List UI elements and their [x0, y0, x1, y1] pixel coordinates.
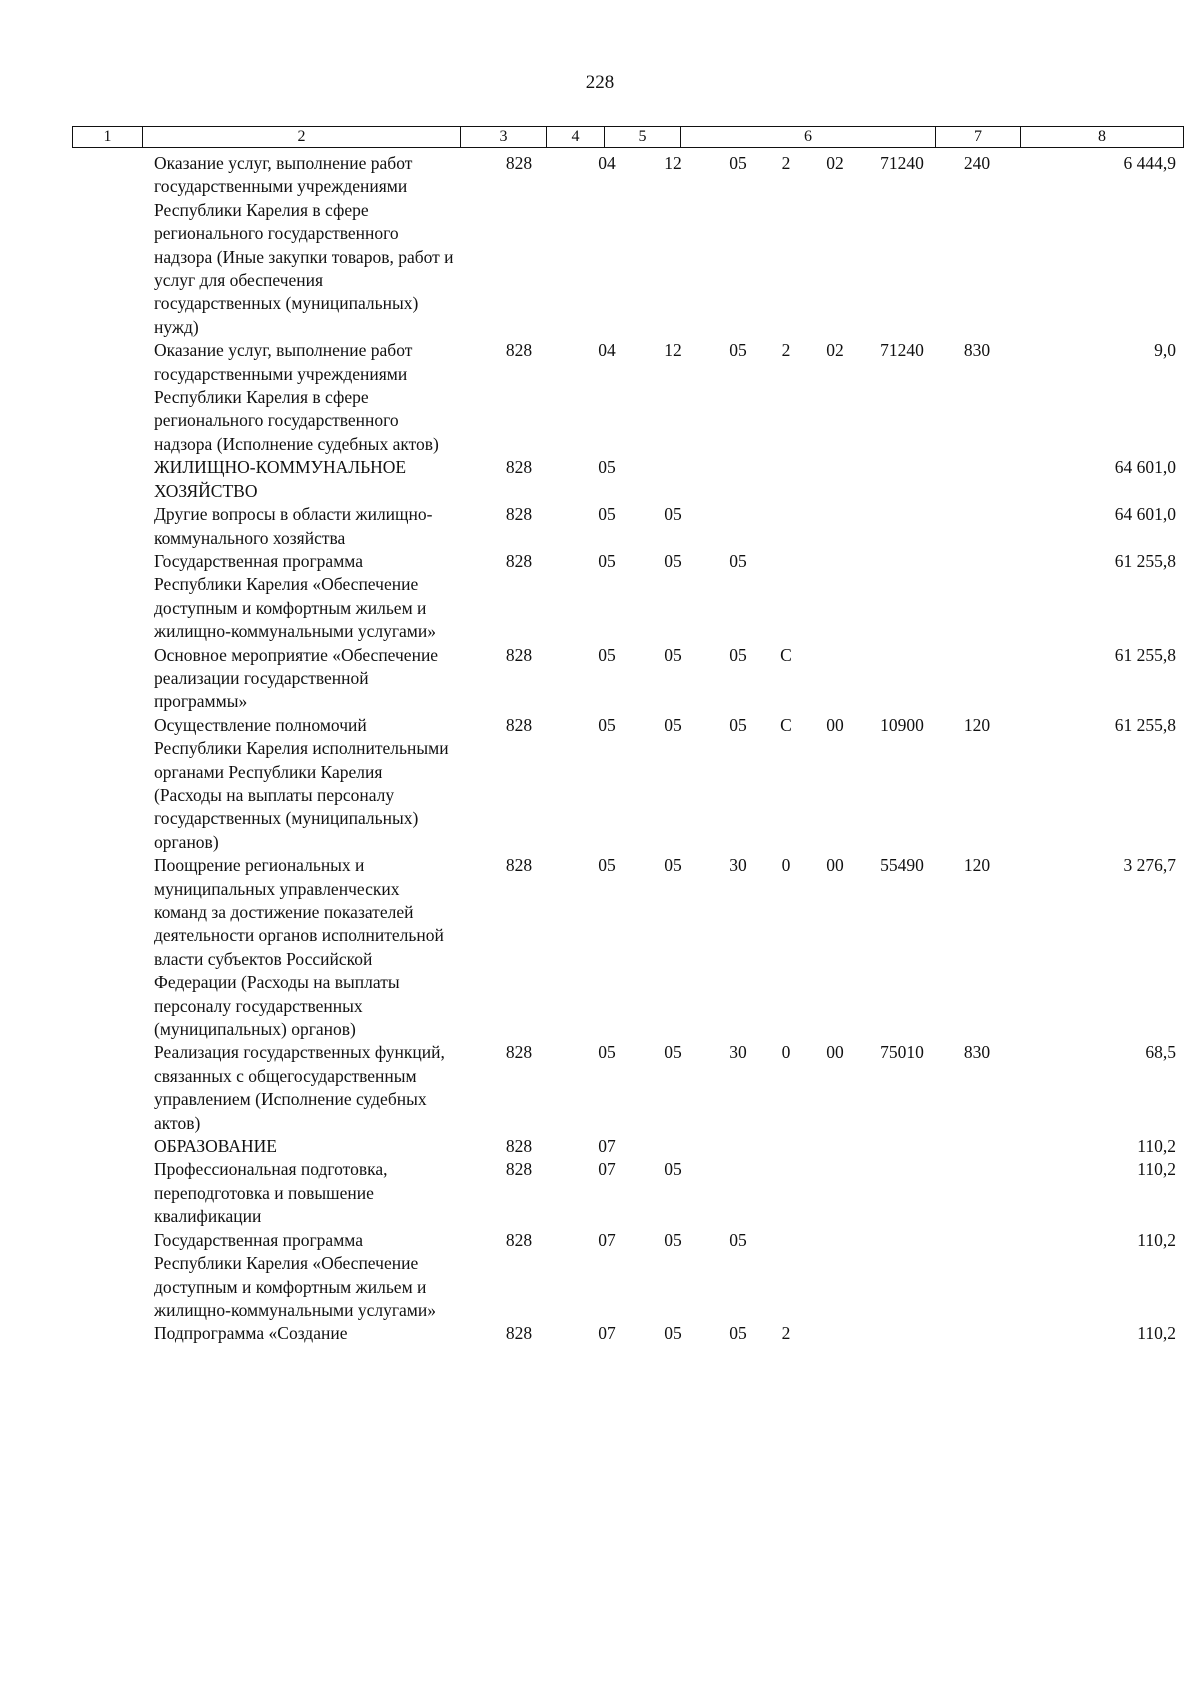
table-row — [72, 503, 1183, 550]
table-row — [72, 550, 1183, 644]
col-6b-value: С — [780, 714, 792, 735]
col-6a-value: 05 — [729, 1229, 747, 1250]
col-4-value: 05 — [598, 504, 616, 525]
col-6d-value: 55490 — [880, 855, 924, 876]
row-name: Государственная программа Республики Карелия «Обеспечение доступным и комфортным жильем и жилищно-коммунальными услугами» — [154, 550, 436, 642]
col-6d-value: 75010 — [880, 1042, 924, 1063]
col-3-value: 828 — [505, 153, 533, 173]
col-6a-value: 05 — [729, 1323, 747, 1344]
col-3-value: 828 — [505, 1159, 533, 1180]
col-8-value: 68,5 — [1145, 1042, 1176, 1063]
col-4-value: 05 — [598, 644, 616, 665]
col-7-value: 120 — [963, 714, 991, 735]
col-3-value: 828 — [505, 1136, 533, 1157]
col-5-value: 05 — [664, 1323, 682, 1344]
col-3-value: 828 — [505, 855, 533, 876]
col-4-value: 05 — [598, 1042, 616, 1063]
row-name: ОБРАЗОВАНИЕ — [154, 1136, 277, 1157]
col-3-value: 828 — [505, 714, 533, 735]
col-7-value: 240 — [963, 153, 991, 173]
table-row — [72, 714, 1183, 854]
col-6b-value: 0 — [781, 1042, 791, 1063]
col-8-value: 64 601,0 — [1114, 457, 1176, 478]
col-5-value: 05 — [664, 1229, 682, 1250]
col-8-value: 61 255,8 — [1114, 644, 1176, 665]
row-name: Государственная программа Республики Карелия «Обеспечение доступным и комфортным жильем и жилищно-коммунальными услугами» — [154, 1229, 436, 1320]
page-number: 228 — [585, 72, 615, 93]
col-6a-value: 30 — [729, 855, 747, 876]
col-4-value: 07 — [598, 1159, 616, 1180]
row-name: Профессиональная подготовка, переподготовка и повышение квалификации — [154, 1159, 388, 1227]
col-4-value: 07 — [598, 1323, 616, 1344]
col-6a-value: 05 — [729, 340, 747, 361]
table-row — [72, 339, 1183, 456]
table-row — [72, 1041, 1183, 1135]
header-cell-2: 2 — [143, 127, 461, 148]
col-5-value: 12 — [664, 340, 682, 361]
col-8-value: 110,2 — [1137, 1229, 1176, 1250]
col-4-value: 05 — [598, 457, 616, 478]
col-6c-value: 00 — [826, 855, 844, 876]
row-name: Поощрение региональных и муниципальных управленческих команд за достижение показателей деятельности органов исполнительной власти субъектов Российской Федерации (Расходы на выплаты персоналу государственных (муниципальных) органов) — [154, 855, 444, 1040]
col-6a-value: 05 — [729, 644, 747, 665]
col-3-value: 828 — [505, 644, 533, 665]
col-6a-value: 05 — [729, 714, 747, 735]
col-6a-value: 05 — [729, 153, 747, 173]
table-row — [72, 152, 1183, 339]
col-6b-value: 2 — [781, 153, 791, 173]
col-8-value: 64 601,0 — [1114, 504, 1176, 525]
col-4-value: 07 — [598, 1136, 616, 1157]
col-8-value: 110,2 — [1137, 1136, 1176, 1157]
col-8-value: 61 255,8 — [1114, 714, 1176, 735]
header-cell-4: 4 — [547, 127, 605, 148]
col-5-value: 05 — [664, 714, 682, 735]
table-row — [72, 456, 1183, 503]
col-4-value: 04 — [598, 153, 616, 173]
col-3-value: 828 — [505, 1323, 533, 1344]
col-4-value: 04 — [598, 340, 616, 361]
row-name: Другие вопросы в области жилищно-коммунального хозяйства — [154, 504, 433, 548]
table-row — [72, 644, 1183, 714]
table-body — [72, 152, 1183, 1346]
col-6a-value: 30 — [729, 1042, 747, 1063]
table-header — [72, 126, 1184, 148]
header-cell-8: 8 — [1021, 127, 1184, 148]
header-row — [73, 127, 1184, 148]
col-6c-value: 00 — [826, 1042, 844, 1063]
col-6d-value: 10900 — [880, 714, 924, 735]
col-6b-value: 2 — [781, 340, 791, 361]
col-4-value: 05 — [598, 855, 616, 876]
row-name: Основное мероприятие «Обеспечение реализации государственной программы» — [154, 644, 439, 712]
header-cell-5: 5 — [605, 127, 681, 148]
col-6b-value: С — [780, 644, 792, 665]
header-cell-7: 7 — [936, 127, 1021, 148]
col-7-value: 830 — [963, 1042, 991, 1063]
table-row — [72, 1322, 1183, 1345]
col-3-value: 828 — [505, 504, 533, 525]
col-3-value: 828 — [505, 1229, 533, 1250]
row-name: Подпрограмма «Создание — [154, 1323, 348, 1344]
col-6c-value: 02 — [826, 340, 844, 361]
col-3-value: 828 — [505, 340, 533, 361]
col-6a-value: 05 — [729, 550, 747, 571]
col-8-value: 110,2 — [1137, 1159, 1176, 1180]
row-name: Оказание услуг, выполнение работ государственными учреждениями Республики Карелия в сфере регионального государственного надзора (Иные закупки товаров, работ и услуг для обеспечения государственных (муниципальных) нужд) — [154, 153, 454, 337]
col-7-value: 830 — [963, 340, 991, 361]
row-name: ЖИЛИЩНО-КОММУНАЛЬНОЕ ХОЗЯЙСТВО — [154, 457, 407, 501]
col-4-value: 05 — [598, 550, 616, 571]
col-5-value: 05 — [664, 1042, 682, 1063]
col-5-value: 05 — [664, 1159, 682, 1180]
col-3-value: 828 — [505, 1042, 533, 1063]
col-6b-value: 2 — [781, 1323, 791, 1344]
col-6d-value: 71240 — [880, 340, 924, 361]
col-5-value: 05 — [664, 855, 682, 876]
table-row — [72, 854, 1183, 1041]
row-name: Оказание услуг, выполнение работ государственными учреждениями Республики Карелия в сфере регионального государственного надзора (Исполнение судебных актов) — [154, 340, 439, 454]
header-cell-1: 1 — [73, 127, 143, 148]
col-8-value: 9,0 — [1154, 340, 1176, 361]
col-8-value: 6 444,9 — [1123, 153, 1176, 173]
table-row — [72, 1229, 1183, 1323]
col-4-value: 05 — [598, 714, 616, 735]
table-row — [72, 1135, 1183, 1158]
col-5-value: 05 — [664, 504, 682, 525]
col-5-value: 12 — [664, 153, 682, 173]
row-name: Реализация государственных функций, связанных с общегосударственным управлением (Исполнение судебных актов) — [154, 1042, 445, 1133]
col-7-value: 120 — [963, 855, 991, 876]
col-3-value: 828 — [505, 457, 533, 478]
col-6c-value: 02 — [826, 153, 844, 173]
col-8-value: 3 276,7 — [1123, 855, 1176, 876]
col-8-value: 110,2 — [1137, 1323, 1176, 1344]
col-5-value: 05 — [664, 644, 682, 665]
header-cell-3: 3 — [461, 127, 547, 148]
col-6d-value: 71240 — [880, 153, 924, 173]
col-8-value: 61 255,8 — [1114, 550, 1176, 571]
col-5-value: 05 — [664, 550, 682, 571]
row-name: Осуществление полномочий Республики Карелия исполнительными органами Республики Карелия (Расходы на выплаты персоналу государственных (муниципальных) органов) — [154, 714, 449, 852]
col-6b-value: 0 — [781, 855, 791, 876]
col-6c-value: 00 — [826, 714, 844, 735]
table-row — [72, 1158, 1183, 1228]
col-4-value: 07 — [598, 1229, 616, 1250]
col-3-value: 828 — [505, 550, 533, 571]
header-cell-6: 6 — [681, 127, 936, 148]
